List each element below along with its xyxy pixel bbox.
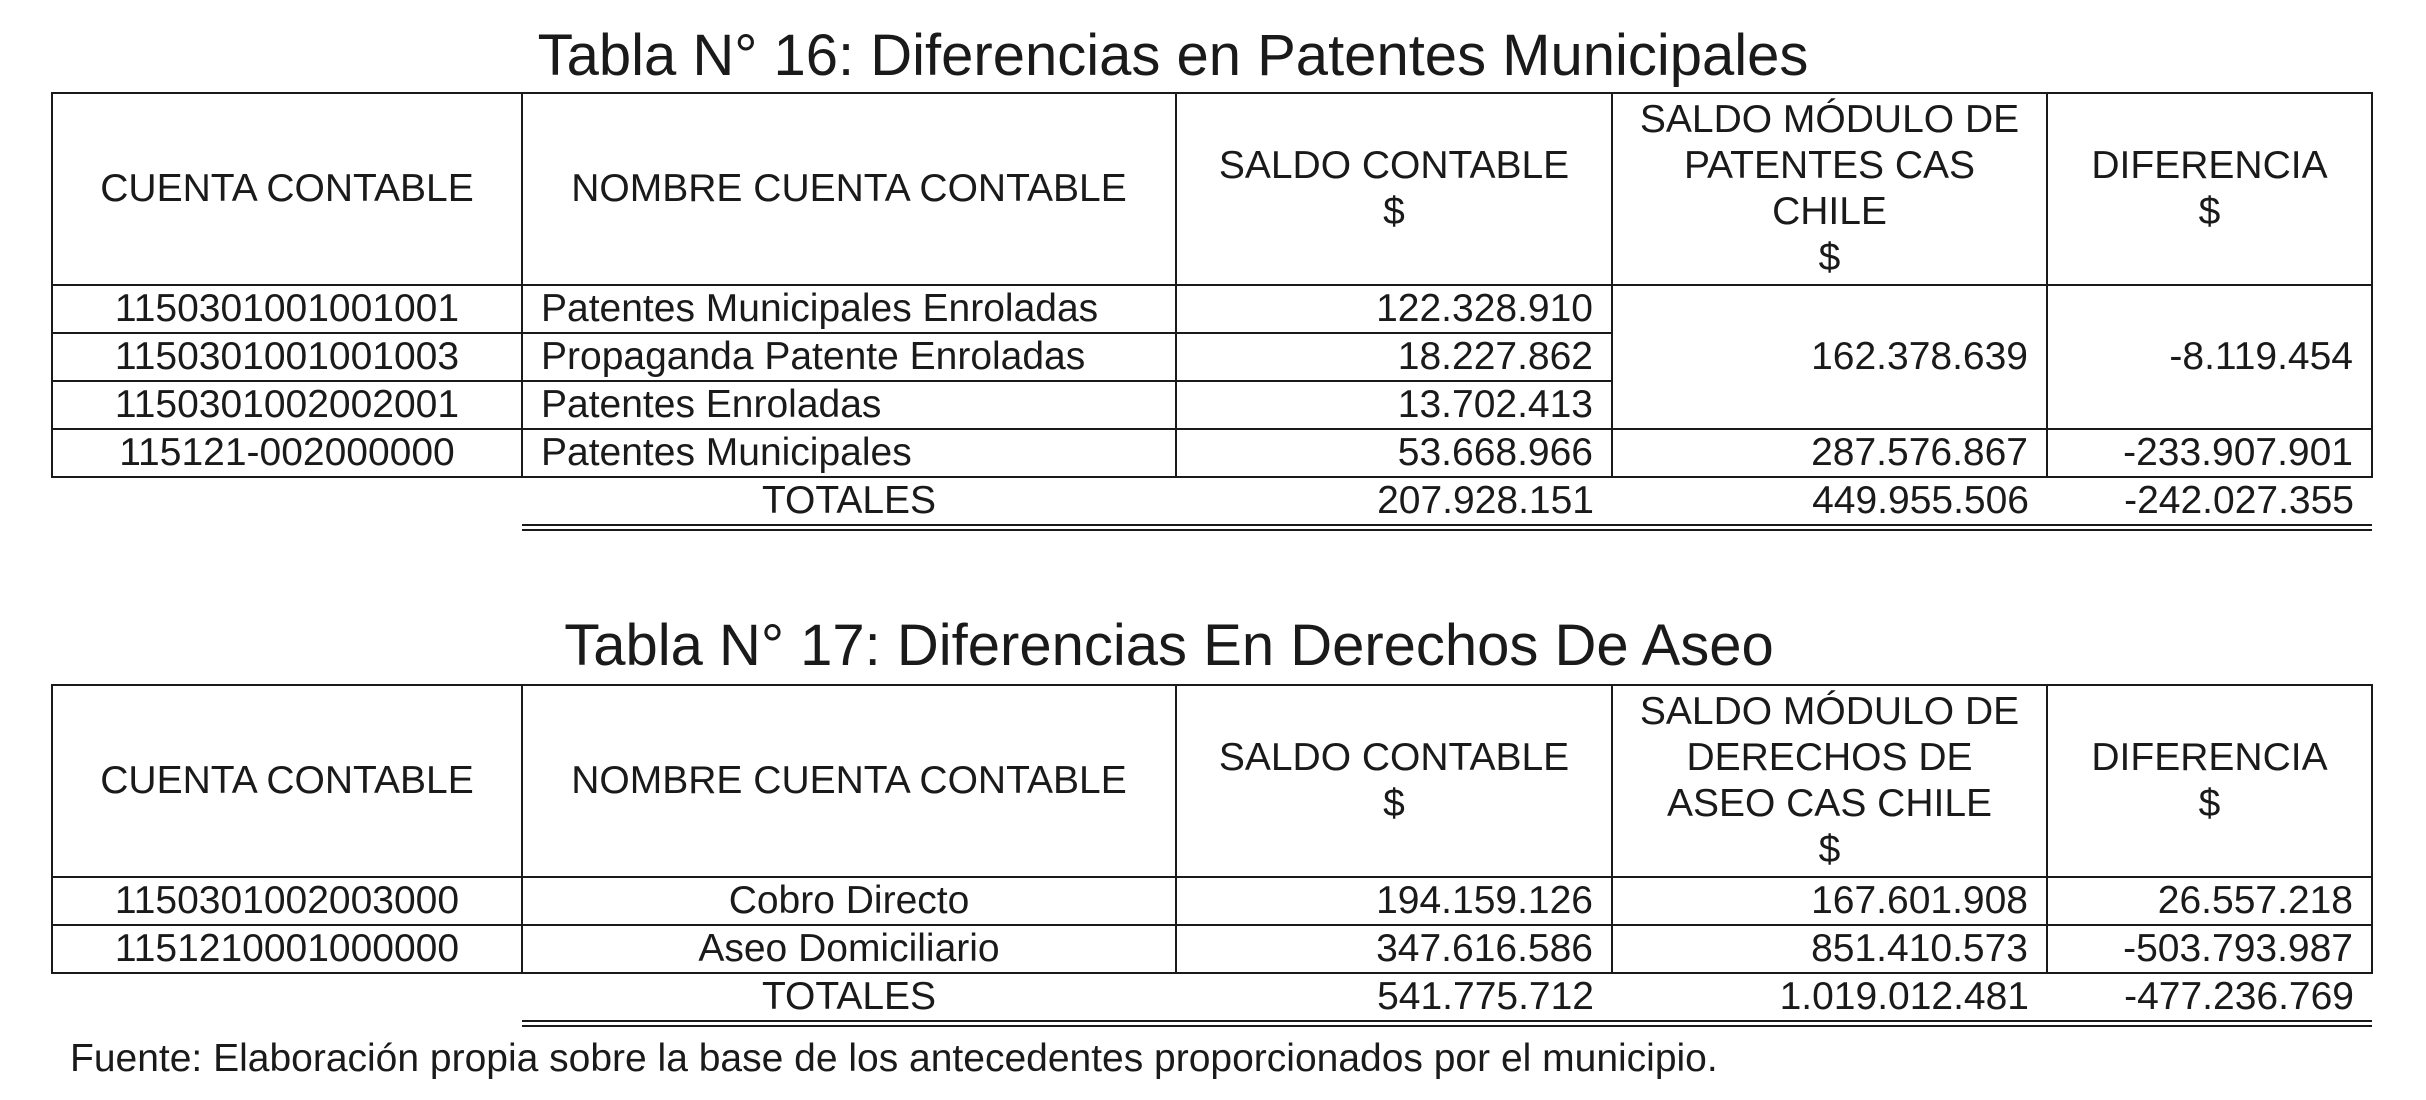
cell-name: Propaganda Patente Enroladas [522,333,1176,381]
source-note: Fuente: Elaboración propia sobre la base de los antecedentes proporcionados por el municipio. [70,1037,1718,1080]
table-header-row [52,685,2372,877]
table-row [52,877,2372,925]
cell-code: 1150301002003000 [52,877,522,925]
cell-code: 115121-002000000 [52,429,522,477]
column-header-cuenta: CUENTA CONTABLE [52,685,522,877]
column-header-modulo: SALDO MÓDULO DE PATENTES CAS CHILE $ [1612,93,2047,285]
column-header-saldo: SALDO CONTABLE $ [1176,93,1612,285]
cell-code: 1150301001001001 [52,285,522,333]
totals-label: TOTALES [522,477,1176,528]
table-17-title: Tabla N° 17: Diferencias En Derechos De Aseo [564,613,1774,678]
cell-modulo: 167.601.908 [1612,877,2047,925]
cell-saldo: 347.616.586 [1176,925,1612,973]
cell-saldo: 13.702.413 [1176,381,1612,429]
cell-saldo: 194.159.126 [1176,877,1612,925]
totals-diferencia: -242.027.355 [2047,477,2372,528]
table-17 [51,684,2373,1027]
totals-modulo: 449.955.506 [1612,477,2047,528]
cell-modulo: 851.410.573 [1612,925,2047,973]
table-row [52,285,2372,333]
cell-saldo: 122.328.910 [1176,285,1612,333]
column-header-saldo: SALDO CONTABLE $ [1176,685,1612,877]
cell-modulo: 287.576.867 [1612,429,2047,477]
column-header-modulo: SALDO MÓDULO DE DERECHOS DE ASEO CAS CHILE $ [1612,685,2047,877]
cell-code: 1151210001000000 [52,925,522,973]
totals-saldo: 207.928.151 [1176,477,1612,528]
totals-saldo: 541.775.712 [1176,973,1612,1024]
totals-row [52,973,2372,1024]
cell-name: Patentes Municipales [522,429,1176,477]
cell-diferencia: -503.793.987 [2047,925,2372,973]
cell-diferencia-merged: -8.119.454 [2047,285,2372,429]
totals-modulo: 1.019.012.481 [1612,973,2047,1024]
cell-code: 1150301001001003 [52,333,522,381]
table-16 [51,92,2373,531]
cell-name: Aseo Domiciliario [522,925,1176,973]
cell-modulo-merged: 162.378.639 [1612,285,2047,429]
cell-name: Cobro Directo [522,877,1176,925]
totals-blank-cell [52,477,522,528]
column-header-cuenta: CUENTA CONTABLE [52,93,522,285]
column-header-nombre: NOMBRE CUENTA CONTABLE [522,685,1176,877]
totals-row [52,477,2372,528]
cell-code: 1150301002002001 [52,381,522,429]
table-row [52,429,2372,477]
column-header-diferencia: DIFERENCIA $ [2047,93,2372,285]
totals-blank-cell [52,973,522,1024]
cell-diferencia: -233.907.901 [2047,429,2372,477]
cell-name: Patentes Enroladas [522,381,1176,429]
cell-diferencia: 26.557.218 [2047,877,2372,925]
totals-label: TOTALES [522,973,1176,1024]
column-header-diferencia: DIFERENCIA $ [2047,685,2372,877]
table-header-row [52,93,2372,285]
table-16-title: Tabla N° 16: Diferencias en Patentes Municipales [537,23,1809,88]
totals-diferencia: -477.236.769 [2047,973,2372,1024]
column-header-nombre: NOMBRE CUENTA CONTABLE [522,93,1176,285]
cell-saldo: 53.668.966 [1176,429,1612,477]
cell-saldo: 18.227.862 [1176,333,1612,381]
cell-name: Patentes Municipales Enroladas [522,285,1176,333]
table-row [52,925,2372,973]
